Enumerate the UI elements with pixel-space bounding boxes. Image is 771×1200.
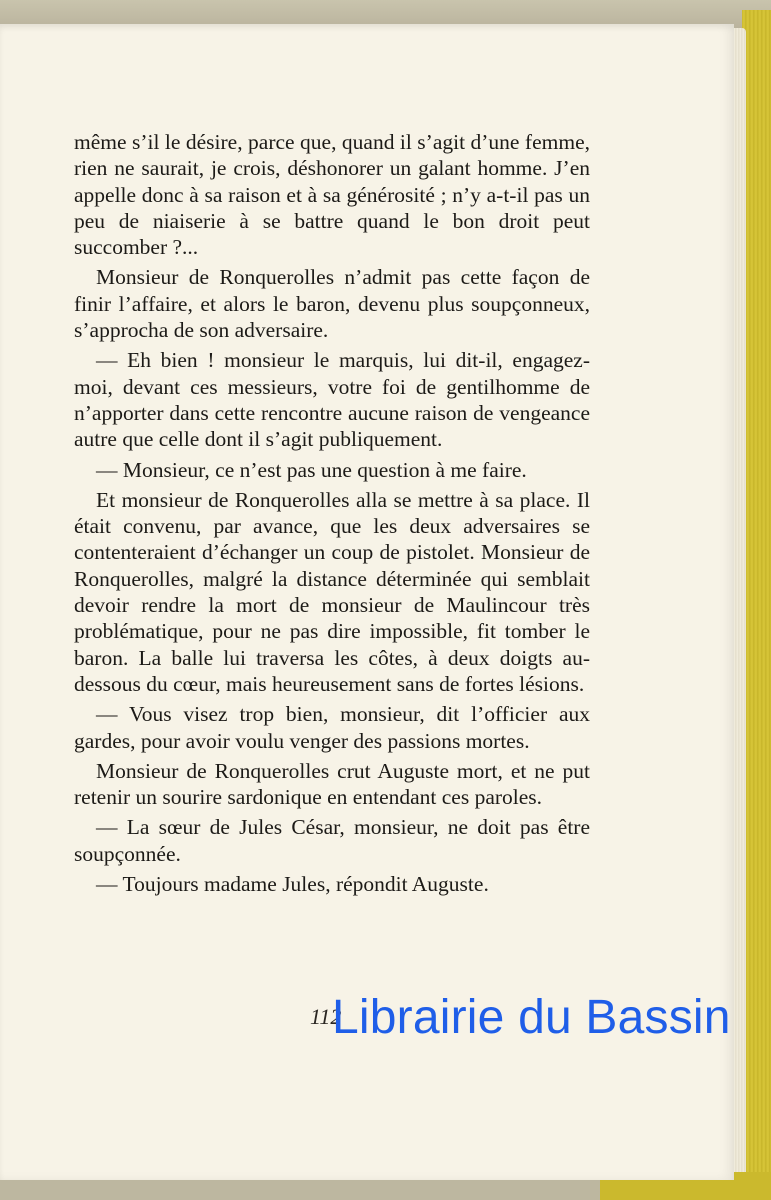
paragraph: — Monsieur, ce n’est pas une question à me faire. — [96, 457, 527, 482]
paragraph: même s’il le désire, parce que, quand il s’agit d’une femme, rien ne saurait, je crois, déshonorer un galant homme. J’en appelle donc à sa raison et à sa générosité ; n’y a-t-il pas un peu de niaiserie à se battre quand le bon droit peut succomber ?... — [74, 130, 590, 260]
paragraph: — Toujours madame Jules, répondit Auguste. — [96, 872, 489, 897]
paragraph: Monsieur de Ronquerolles n’admit pas cette façon de finir l’affaire, et alors le baron, devenu plus soupçonneux, s’approcha de son adversaire. — [74, 265, 590, 343]
page-number: 112 — [310, 1004, 342, 1029]
paragraph: — Eh bien ! monsieur le marquis, lui dit-il, engagez-moi, devant ces messieurs, votre foi de gentilhomme de n’apporter dans cette rencontre aucune raison de vengeance autre que celle dont il s’agit publiquement. — [74, 348, 590, 452]
page-text — [74, 129, 590, 901]
book-cover-edge — [742, 10, 771, 1200]
paragraph: Monsieur de Ronquerolles crut Auguste mort, et ne put retenir un sourire sardonique en entendant ces paroles. — [74, 758, 590, 810]
paragraph: — La sœur de Jules César, monsieur, ne doit pas être soupçonnée. — [74, 815, 590, 866]
paragraph: Et monsieur de Ronquerolles alla se mettre à sa place. Il était convenu, par avance, que les deux adversaires se contenteraient d’échanger un coup de pistolet. Monsieur de Ronquerolles, malgré la distance déterminée qui semblait devoir rendre la mort de monsieur de Maulincour très problématique, pour ne pas dire impossible, fit tomber le baron. La balle lui traversa les côtes, à deux doigts au-dessous du cœur, mais heureusement sans de fortes lésions. — [74, 487, 590, 696]
paragraph: — Vous visez trop bien, monsieur, dit l’officier aux gardes, pour avoir voulu venger des passions mortes. — [74, 702, 590, 753]
watermark-text: Librairie du Bassin — [332, 991, 731, 1044]
